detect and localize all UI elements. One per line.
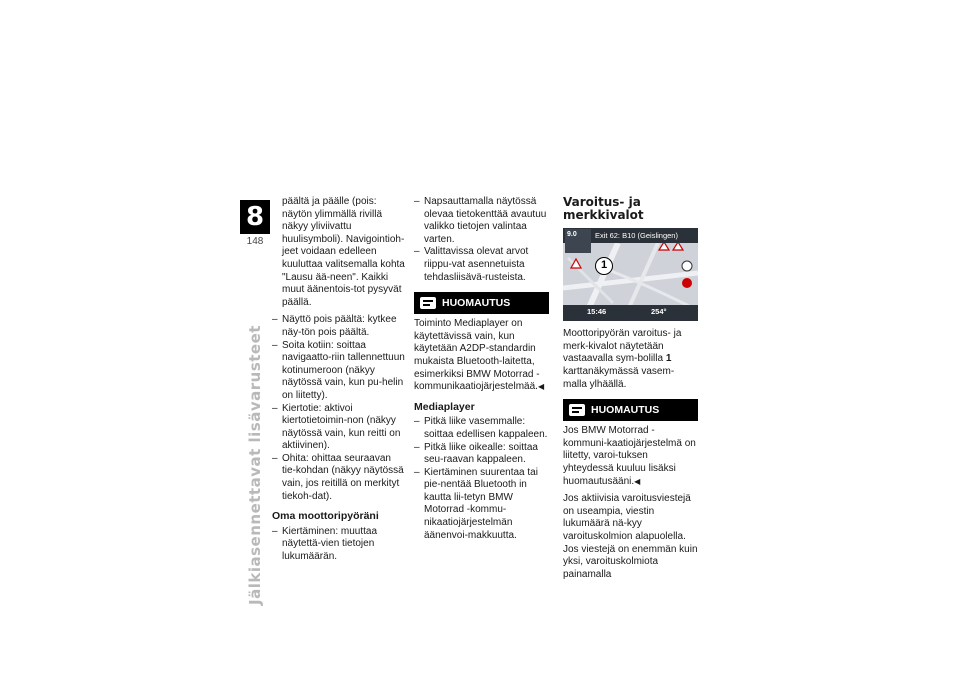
callout-1: 1 <box>595 257 613 275</box>
text: karttanäkymässä vasem-malla ylhäällä. <box>563 365 675 390</box>
list-item: – Napsauttamalla näytössä olevaa tietokenttää avautuu valikko tietojen valintaa varten. <box>414 196 549 246</box>
intro-paragraph: päältä ja päälle (pois: näytön ylimmällä rivillä näkyy yliviivattu huulisymboli). Navigointioh-jeet voidaan edelleen kuuluttaa valitsemalla kohta "Lausu ää-neen". Kaikki muut äänentois-tot pysyvät päällä. <box>282 196 405 308</box>
navigation-screenshot <box>563 228 698 321</box>
mediaplayer-list <box>414 416 549 542</box>
list-item: – Soita kotiin: soittaa navigaatto-riin tallennettuun kotinumeroon (näkyy näytössä vain, kun pu-helin on liitetty). <box>272 340 406 403</box>
section-heading: Oma moottoripyöräni <box>272 510 379 523</box>
list-item: – Kiertäminen: muuttaa näytettä-vien tietojen lukumäärän. <box>272 526 406 564</box>
list-item: – Kiertäminen suurentaa tai pie-nentää Bluetooth in kautta lii-tetyn BMW Motorrad -kommu-nikaatiojärjestelmän äänenvoi-makkuutta. <box>414 467 549 543</box>
col2-list <box>414 196 549 284</box>
nav-distance: 9.0 <box>565 229 591 253</box>
mediaplayer-heading: Mediaplayer <box>414 400 475 413</box>
end-mark-icon: ◀ <box>537 382 545 392</box>
end-mark-icon: ◀ <box>634 476 641 486</box>
note-label: HUOMAUTUS <box>442 296 511 309</box>
warnings-paragraph <box>563 328 698 391</box>
column-3 <box>563 196 698 586</box>
list-item: – Pitkä liike oikealle: soittaa seu-raavan kappaleen. <box>414 442 549 467</box>
note-header <box>563 399 698 421</box>
note-text <box>563 425 698 488</box>
chapter-number: 8 <box>240 200 270 234</box>
note-header <box>414 292 549 314</box>
list-item: – Pitkä liike vasemmalle: soittaa edellisen kappaleen. <box>414 416 549 441</box>
side-title-text: Jälkiasennettavat lisävarusteet <box>246 325 264 605</box>
nav-exit-bar: Exit 62: B10 (Geislingen) <box>563 228 698 243</box>
column-1 <box>272 196 406 564</box>
reference-number: 1 <box>665 353 672 365</box>
note-hand-icon <box>569 404 585 416</box>
nav-time: 15:46 <box>587 306 607 316</box>
list-item: – Kiertotie: aktivoi kiertotietoimin-non (näkyy näytössä vain, kun reitti on aktiivinen). <box>272 403 406 453</box>
col1-list <box>272 314 406 503</box>
page-number: 148 <box>246 236 264 247</box>
nav-bottom-bar <box>563 305 698 321</box>
note-text <box>414 318 549 394</box>
warnings-paragraph-2: Jos aktiivisia varoitusviestejä on useampia, viestin lukumäärä nä-kyy varoituskolmion alapuolella. Jos viestejä on enemmän kuin yksi, varoituskolmiota painamalla <box>563 493 698 580</box>
note-hand-icon <box>420 297 436 309</box>
note-body: Jos BMW Motorrad -kommuni-kaatiojärjestelmä on liitetty, varoi-tuksen yhteydessä kuuluu lisäksi huomautusääni. <box>563 425 696 487</box>
list-item: – Valittavissa olevat arvot riippu-vat asennetuista tehdasliisävä-rusteista. <box>414 246 549 284</box>
note-body: Toiminto Mediaplayer on käytettävissä vain, kun käytetään A2DP-standardin mukaista Bluetooth-laitetta, esimerkiksi BMW Motorrad -kommunikaatiojärjestelmää. <box>414 318 540 393</box>
warnings-heading: Varoitus- ja merkkivalot <box>563 195 644 222</box>
note-label: HUOMAUTUS <box>591 403 660 416</box>
nav-heading: 254° <box>651 306 667 316</box>
column-2 <box>414 196 549 542</box>
text: Moottoripyörän varoitus- ja merk-kivalot näytetään vastaavalla sym-bolilla <box>563 328 682 365</box>
col1-section-list <box>272 526 406 564</box>
list-item: – Näyttö pois päältä: kytkee näy-tön pois päältä. <box>272 314 406 339</box>
list-item: – Ohita: ohittaa seuraavan tie-kohdan (näkyy näytössä vain, jos reitillä on merkityt tiekoh-dat). <box>272 453 406 503</box>
